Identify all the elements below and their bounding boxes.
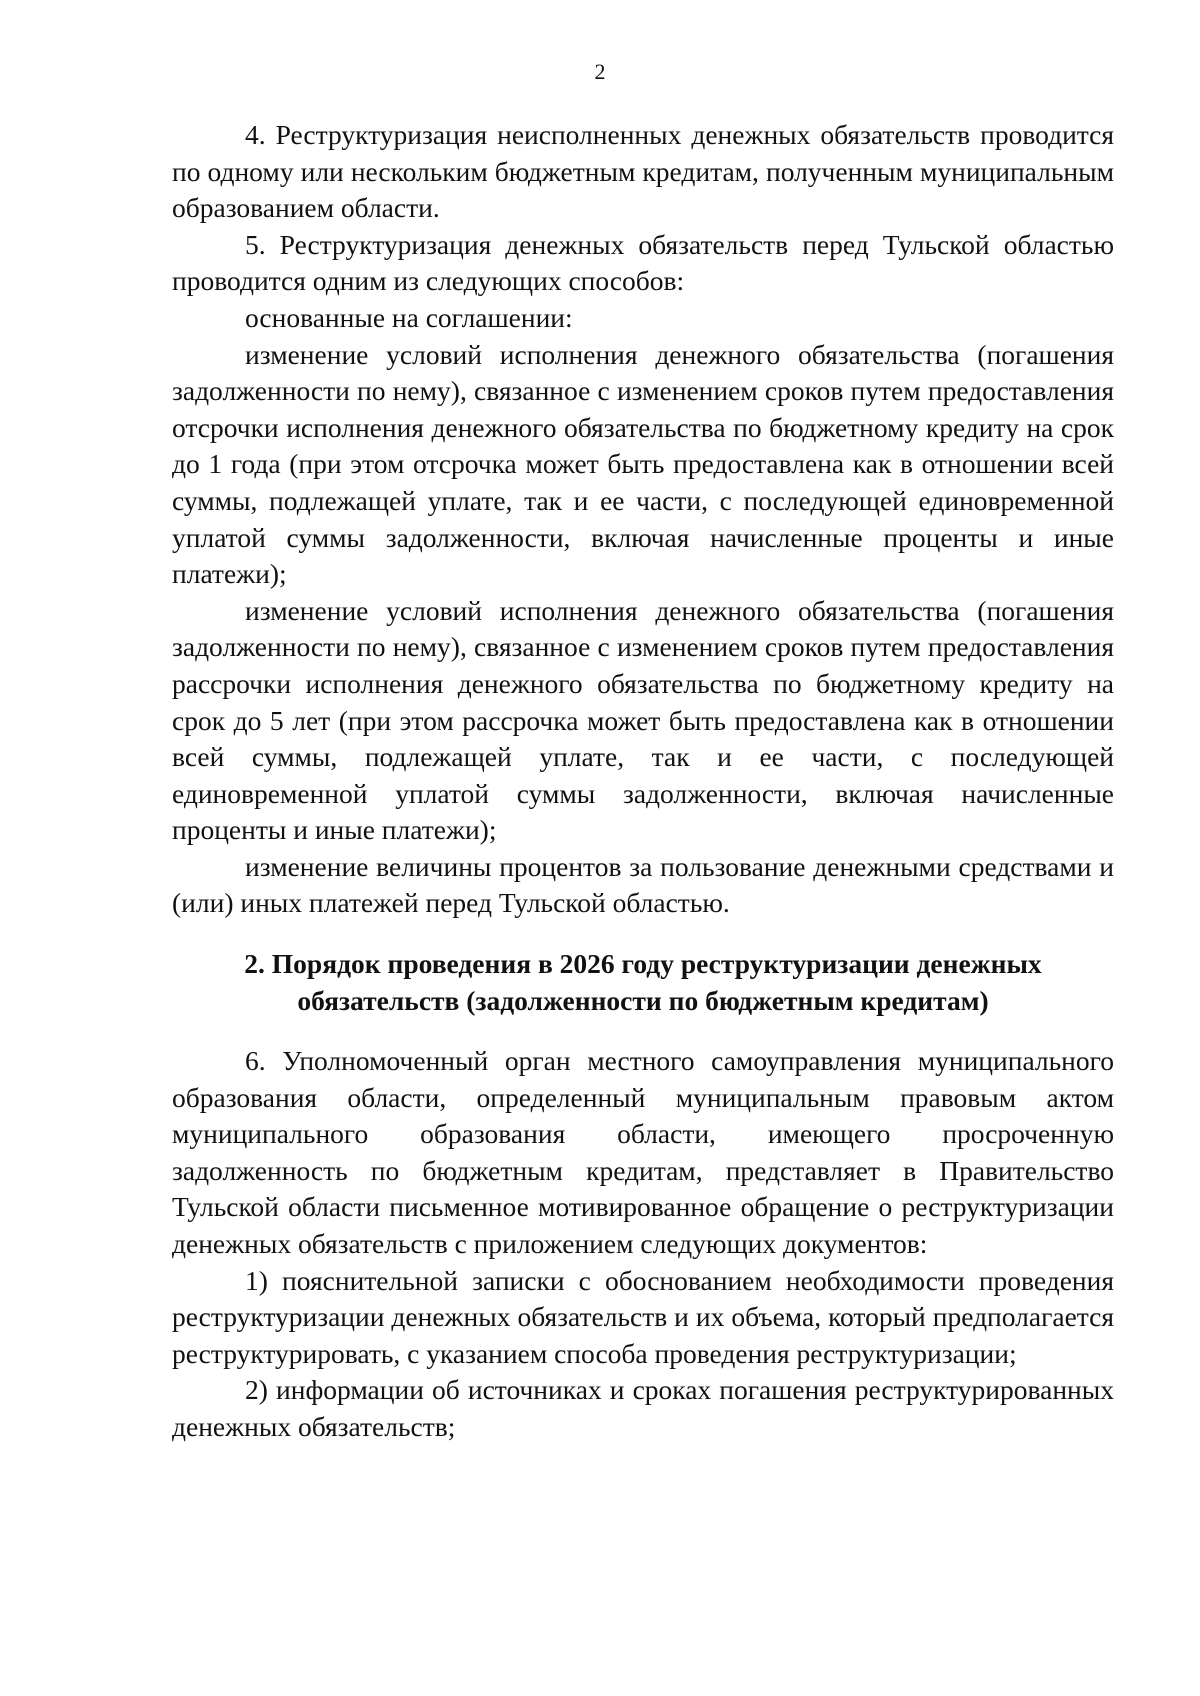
section-1-text: [172, 117, 1114, 922]
paragraph-deferral: изменение условий исполнения денежного обязательства (погашения задолженности по нему), связанное с изменением сроков путем предоставления отсрочки исполнения денежного обязательства по бюджетному кредиту на срок до 1 года (при этом отсрочка может быть предоставлена как в отношении всей суммы, подлежащей уплате, так и ее части, с последующей единовременной уплатой суммы задолженности, включая начисленные проценты и иные платежи);: [172, 338, 1114, 590]
section-2-heading-line-1: 2. Порядок проведения в 2026 году реструктуризации денежных: [244, 948, 1042, 979]
section-2-heading-line-2: обязательств (задолженности по бюджетным кредитам): [297, 984, 989, 1016]
page-number: 2: [594, 59, 606, 84]
list-item-2: 2) информации об источниках и сроках погашения реструктурированных денежных обязательств;: [172, 1374, 1114, 1442]
paragraph-4: 4. Реструктуризация неисполненных денежных обязательств проводится по одному или нескольким бюджетным кредитам, полученным муниципальным образованием области.: [172, 119, 1114, 224]
paragraph-installment: изменение условий исполнения денежного обязательства (погашения задолженности по нему), связанное с изменением сроков путем предоставления рассрочки исполнения денежного обязательства по бюджетному кредиту на срок до 5 лет (при этом рассрочка может быть предоставлена как в отношении всей суммы, подлежащей уплате, так и ее части, с последующей единовременной уплатой суммы задолженности, включая начисленные проценты и иные платежи);: [172, 594, 1114, 846]
paragraph-6: 6. Уполномоченный орган местного самоуправления муниципального образования области, определенный муниципальным правовым актом муниципального образования области, имеющего просроченную задолженность по бюджетным кредитам, представляет в Правительство Тульской области письменное мотивированное обращение о реструктуризации денежных обязательств с приложением следующих документов:: [172, 1045, 1114, 1259]
paragraph-agreement-based: основанные на соглашении:: [245, 301, 573, 333]
section-2-heading: [172, 946, 1114, 1019]
section-2-text: [172, 1043, 1114, 1446]
paragraph-interest-change: изменение величины процентов за пользование денежными средствами и (или) иных платежей перед Тульской областью.: [172, 850, 1114, 919]
paragraph-5: 5. Реструктуризация денежных обязательств перед Тульской областью проводится одним из следующих способов:: [172, 228, 1114, 297]
list-item-1: 1) пояснительной записки с обоснованием необходимости проведения реструктуризации денежных обязательств и их объема, который предполагается реструктурировать, с указанием способа проведения реструктуризации;: [172, 1264, 1114, 1369]
